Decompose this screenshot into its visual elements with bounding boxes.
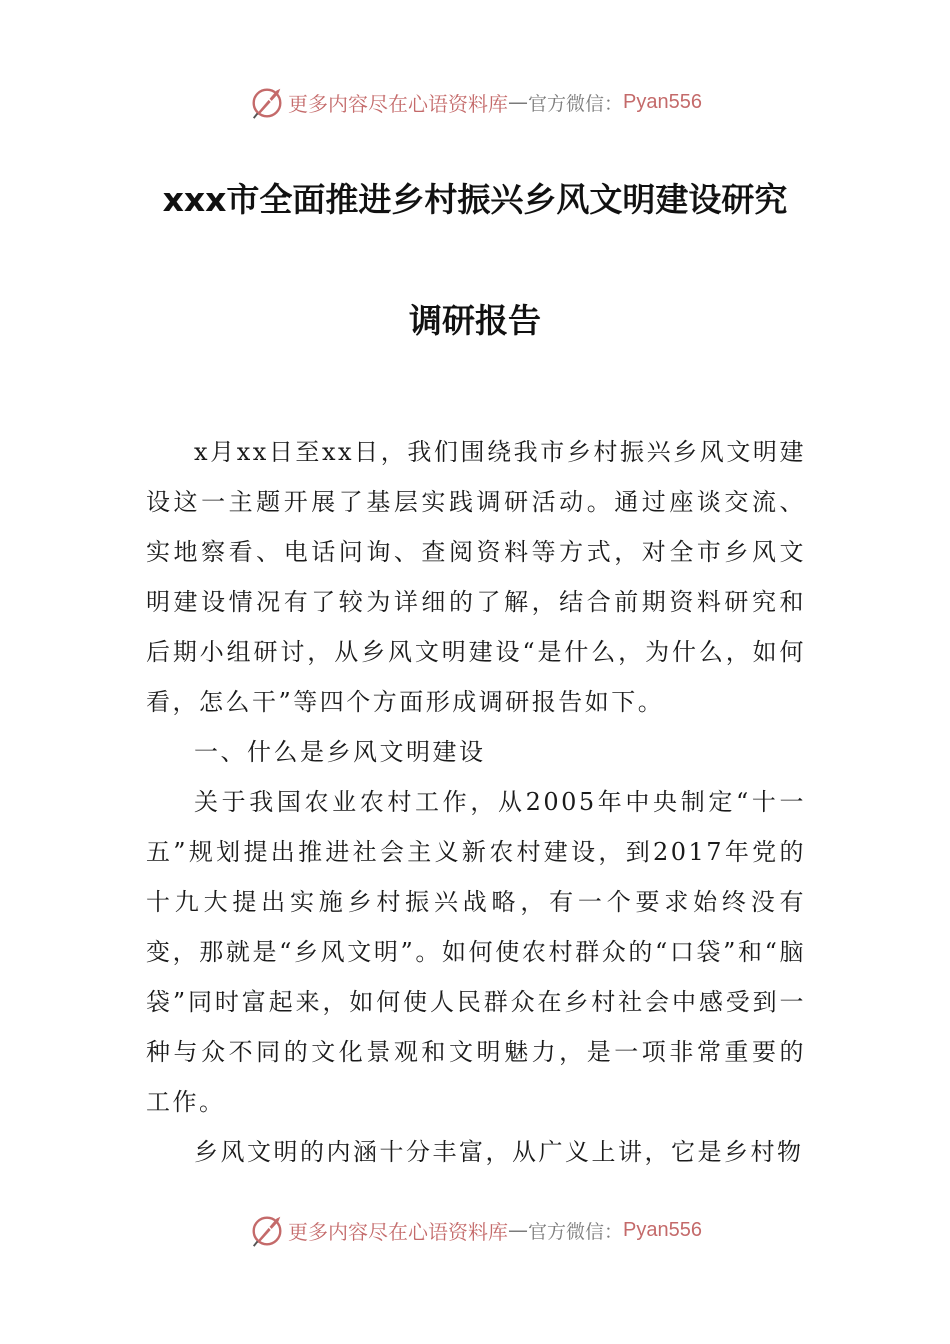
watermark-header xyxy=(0,82,950,122)
watermark-label: 官方微信： xyxy=(528,92,624,115)
document-body xyxy=(146,427,806,1177)
watermark-dash: — xyxy=(508,1218,528,1242)
watermark-dash: — xyxy=(508,90,528,114)
watermark-label: 官方微信： xyxy=(528,1220,624,1243)
watermark-footer xyxy=(0,1210,950,1250)
watermark-site-text: 更多内容尽在心语资料库 xyxy=(288,91,508,116)
paragraph-background: 关于我国农业农村工作，从2005年中央制定“十一五”规划提出推进社会主义新农村建设，到2017年党的十九大提出实施乡村振兴战略，有一个要求始终没有变，那就是“乡风文明”。如何使农村群众的“口袋”和“脑袋”同时富起来，如何使人民群众在乡村社会中感受到一种与众不同的文化景观和文明魅力，是一项非常重要的工作。 xyxy=(146,788,806,1116)
watermark-wechat-id: Pyan556 xyxy=(623,1218,702,1241)
quill-pen-logo-icon xyxy=(248,83,286,121)
document-title-line-1: xxx市全面推进乡村振兴乡风文明建设研究 xyxy=(162,180,788,219)
quill-pen-logo-icon xyxy=(248,1211,286,1249)
document-title-line-2: 调研报告 xyxy=(409,301,541,340)
watermark-wechat-id: Pyan556 xyxy=(623,90,702,113)
watermark-site-text: 更多内容尽在心语资料库 xyxy=(288,1219,508,1244)
paragraph-intro: x月xx日至xx日，我们围绕我市乡村振兴乡风文明建设这一主题开展了基层实践调研活动。通过座谈交流、实地察看、电话问询、查阅资料等方式，对全市乡风文明建设情况有了较为详细的了解，结合前期资料研究和后期小组研讨，从乡风文明建设“是什么，为什么，如何看，怎么干”等四个方面形成调研报告如下。 xyxy=(146,438,806,716)
section-heading-1: 一、什么是乡风文明建设 xyxy=(194,738,486,766)
paragraph-connotation: 乡风文明的内涵十分丰富，从广义上讲，它是乡村物 xyxy=(194,1138,804,1166)
